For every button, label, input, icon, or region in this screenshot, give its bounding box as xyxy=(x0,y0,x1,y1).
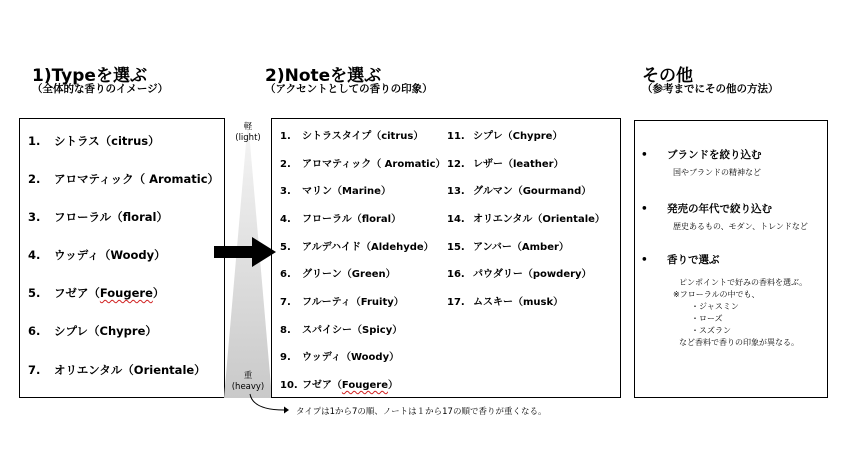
note-item: 15. アンバー（Amber） xyxy=(447,242,569,253)
footnote: タイプは1から7の順、ノートは１から17の順で香りが重くなる。 xyxy=(296,407,547,417)
bullet-scent: • 香りで選ぶ xyxy=(641,254,720,266)
right-arrow-icon xyxy=(214,236,278,268)
bullet-desc: など香料で香りの印象が異なる。 xyxy=(679,338,799,347)
note-item: 13. グルマン（Gourmand） xyxy=(447,186,592,197)
bullet-brand: • ブランドを絞り込む xyxy=(641,149,762,161)
note-item: 9. ウッディ（Woody） xyxy=(280,352,400,363)
note-subtitle: （アクセントとしての香りの印象） xyxy=(265,83,433,95)
other-subtitle: （参考までにその他の方法） xyxy=(642,83,779,95)
bullet-desc: ・ジャスミン xyxy=(691,302,739,311)
type-item: 7. オリエンタル（Orientale） xyxy=(28,363,206,377)
note-title: 2)Noteを選ぶ xyxy=(265,66,382,86)
heavy-label: 重 (heavy) xyxy=(231,371,265,392)
type-item: 6. シプレ（Chypre） xyxy=(28,324,157,338)
type-item: 3. フローラル（floral） xyxy=(28,210,168,224)
light-label: 軽 (light) xyxy=(235,122,261,143)
bullet-desc: 歴史あるもの、モダン、トレンドなど xyxy=(673,222,808,231)
note-item: 4. フローラル（floral） xyxy=(280,214,402,225)
type-item: 4. ウッディ（Woody） xyxy=(28,248,166,262)
note-item: 12. レザー（leather） xyxy=(447,159,564,170)
bullet-desc: ・ローズ xyxy=(691,314,723,323)
curved-arrow-icon xyxy=(247,393,291,419)
type-item: 5. フゼア（Fougere） xyxy=(28,286,165,300)
note-item: 6. グリーン（Green） xyxy=(280,269,396,280)
note-item: 7. フルーティ（Fruity） xyxy=(280,297,404,308)
note-item: 11. シプレ（Chypre） xyxy=(447,131,563,142)
note-item: 17. ムスキー（musk） xyxy=(447,297,564,308)
type-subtitle: （全体的な香りのイメージ） xyxy=(32,83,169,95)
other-methods-box xyxy=(634,120,828,398)
note-item: 16. パウダリー（powdery） xyxy=(447,269,592,280)
bullet-desc: 国やブランドの精神など xyxy=(673,168,761,177)
note-item: 3. マリン（Marine） xyxy=(280,186,391,197)
bullet-desc: ※フローラルの中でも、 xyxy=(673,290,760,299)
type-title: 1)Typeを選ぶ xyxy=(32,66,147,86)
note-list-box xyxy=(271,118,621,398)
bullet-era: • 発売の年代で絞り込む xyxy=(641,203,772,215)
note-item: 5. アルデハイド（Aldehyde） xyxy=(280,242,434,253)
type-item: 1. シトラス（citrus） xyxy=(28,134,160,148)
note-item: 1. シトラスタイプ（citrus） xyxy=(280,131,424,142)
note-item: 8. スパイシー（Spicy） xyxy=(280,325,403,336)
type-item: 2. アロマティック（ Aromatic） xyxy=(28,172,220,186)
note-item: 10. フゼア（Fougere） xyxy=(280,380,398,391)
bullet-desc: ピンポイントで好みの香料を選ぶ。 xyxy=(679,278,808,287)
type-list-box xyxy=(19,118,225,398)
note-item: 14. オリエンタル（Orientale） xyxy=(447,214,605,225)
other-title: その他 xyxy=(642,66,693,86)
bullet-desc: ・スズラン xyxy=(691,326,731,335)
note-item: 2. アロマティック（ Aromatic） xyxy=(280,159,446,170)
